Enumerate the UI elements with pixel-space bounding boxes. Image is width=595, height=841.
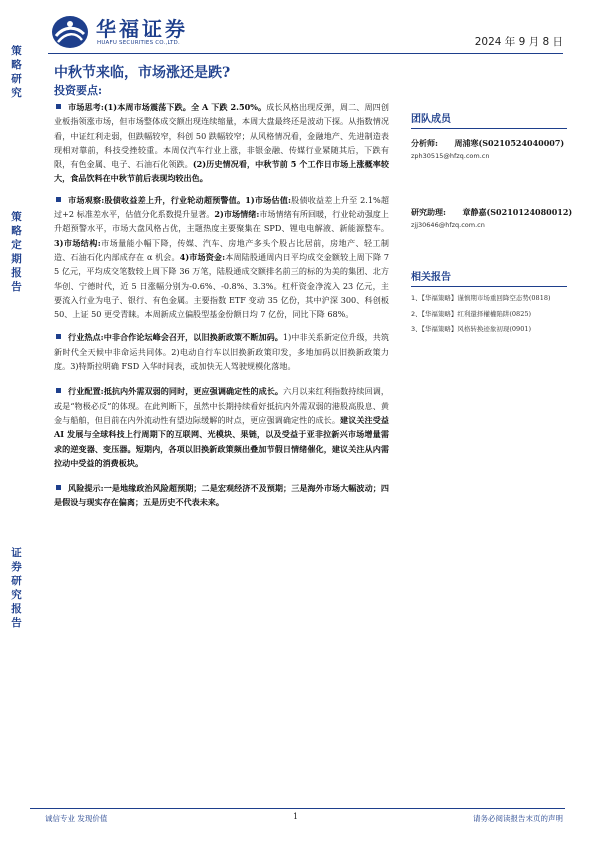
body-text: 股债收益差上升至 2.1%超过+2 标准差水平，估值分化系数提升显著。 <box>54 194 390 220</box>
team-title: 团队成员 <box>411 110 567 129</box>
bold-text: 建议关注受益 AI 发展与全球科技上行周期下的互联网、光模块、果链，以及受益于亚非拉新兴市场增量需求的逆变器、变压器。短期内，各项以旧换新政策频出叠加节假日情绪催化，建议关注从内需拉动中受益的消费板块。 <box>54 414 389 468</box>
body-text: 本周陆股通周内日平均成交金额较上周下降 75 亿元，平均成交笔数较上周下降 36 万笔，陆股通成交额排名前三的标的为美的集团、北方华创、宁德时代，近 5 日涨幅分别为-0.6%、-0.8%、3.3%。杠杆资金净流入 23 亿元，主要流入行业为电子、银行、有色金属。主要指数 ETF 变动 35 亿份，其中沪深 300、科创板 50、上证 50 更受青睐。本周新成立偏股型基金份额日均 7 亿份，同比下降 68%。 <box>54 251 389 320</box>
page-number: 1 <box>293 812 299 821</box>
body-text: 1)中非关系新定位升级，共筑新时代全天候中非命运共同体。2)电动自行车以旧换新政策印发，多地加码以旧换新政策力度。3)特斯拉明确 FSD 入华时间表，或加快无人驾驶规模化落地。 <box>54 332 389 372</box>
bold-text: 3)市场结构: <box>54 237 101 248</box>
paragraph-market-observation <box>54 193 389 322</box>
footer-divider <box>30 808 565 809</box>
paragraph-industry-hotspots <box>54 330 389 373</box>
paragraph-industry-allocation <box>54 384 389 470</box>
paragraph-lead: 市场观察: <box>68 194 105 205</box>
bullet-icon <box>56 104 61 109</box>
body-text: 市场情绪有所回暖，行业轮动强度上升超预警水平，市场大盘风格占优，主题热度主要聚集在 SPD、锂电电解液、新能源整车。 <box>54 209 389 234</box>
bold-text: 抵抗内外需双弱的同时，更应强调确定性的成长。 <box>103 386 284 397</box>
related-reports-title: 相关报告 <box>411 268 567 287</box>
related-reports-list <box>411 293 567 335</box>
bold-text: 中非合作论坛峰会召开，以旧换新政策不断加码。 <box>103 332 283 343</box>
research-assistant-role: 研究助理: <box>411 207 446 217</box>
research-assistant-entry <box>411 206 573 231</box>
side-band-strategy-research: 策略研究 <box>11 45 22 99</box>
analyst-entry <box>411 137 567 162</box>
body-text: 成长风格出现反弹，周二、周四创业板指领涨市场，但市场整体成交额出现连续缩量，本周大盘最终还是波动下探。从指数情况看，中证红利走弱，但跌幅较窄，科创 50 跌幅较窄；从风格情况看，金融地产、先进制造表现相对靠前，科技受挫较重。本周仅汽车行业上涨，非银金融、传媒行业紧随其后，下跌有限，有色金属、电子、石油石化领跌。 <box>54 102 389 170</box>
bullet-icon <box>56 388 61 393</box>
analyst-name: 周浦寒(S0210524040007) <box>454 138 565 148</box>
paragraph-lead: 行业热点: <box>68 332 104 343</box>
body-text: 六月以来红利指数持续回调，或是“物极必反”的体现。在此判断下，虽然中长期持续看好抵抗内外需双弱的港股高股息、黄金与船舶，但目前在内外流动性有望边际缓解的时点，更应强调确定性的成长。 <box>54 386 389 425</box>
research-assistant-email[interactable]: zjj30646@hfzq.com.cn <box>411 221 485 229</box>
body-text: 市场量能小幅下降，传媒、汽车、房地产多头个股占比居前，房地产、轻工制造、石油石化内部成存在 α 机会。 <box>54 237 389 262</box>
side-band-periodic-report: 策略定期报告 <box>11 211 22 293</box>
paragraph-lead: 市场思考: <box>68 102 104 112</box>
bold-text: (1)本周市场震荡下跌。全 A 下跌 2.50%。 <box>103 102 267 112</box>
logo-mark-icon <box>50 14 90 50</box>
bold-text: (2)历史情况看，中秋节前 5 个工作日市场上涨概率较大，食品饮料在中秋节前后表现均较出色。 <box>54 159 389 184</box>
related-report-item[interactable]: 3、【华福策略】风格转换迹象初现(0901) <box>411 325 532 333</box>
bold-text: 一是地缘政治风险超预期；二是宏观经济不及预期；三是海外市场大幅波动；四是假设与现实存在偏离；五是历史不代表未来。 <box>54 483 389 508</box>
sidebar <box>411 110 573 340</box>
brand-logo <box>50 12 260 52</box>
bullet-icon <box>56 334 61 339</box>
related-report-item[interactable]: 2、【华福策略】红利還择權權陷阱(0825) <box>411 309 532 318</box>
analyst-role: 分析师: <box>411 138 438 148</box>
paragraph-market-thinking <box>54 100 389 186</box>
paragraph-lead: 行业配置: <box>68 386 104 397</box>
paragraph-lead: 风险提示: <box>68 483 104 494</box>
bold-text: 2)市场情绪: <box>214 209 260 220</box>
bold-text: 4)市场资金: <box>179 251 226 262</box>
section-title: 投资要点: <box>54 84 103 97</box>
analyst-email[interactable]: zph30515@hfzq.com.cn <box>411 152 490 160</box>
related-report-item[interactable]: 1、【华福策略】谨慎期市场重回降空态势(0818) <box>411 294 551 302</box>
brand-name-en: HUAFU SECURITIES CO.,LTD. <box>97 40 180 46</box>
brand-name-cn: 华福证券 <box>96 17 188 41</box>
bullet-icon <box>56 485 61 490</box>
side-band-securities-report: 证券研究报告 <box>11 547 22 629</box>
header-divider <box>48 53 563 54</box>
paragraph-risk-warning <box>54 481 389 510</box>
main-content <box>54 100 389 510</box>
bullet-icon <box>56 197 61 202</box>
report-date: 2024 年 9 月 8 日 <box>474 36 563 48</box>
research-assistant-name: 章静嘉(S0210124080012) <box>462 207 573 217</box>
footer-slogan: 诚信专业 发现价值 <box>45 814 108 823</box>
footer-disclaimer: 请务必阅读报告末页的声明 <box>473 814 563 823</box>
bold-text: 股债收益差上升，行业轮动超预警值。1)市场估值: <box>104 194 291 205</box>
report-title: 中秋节来临，市场涨还是跌? <box>54 65 231 81</box>
